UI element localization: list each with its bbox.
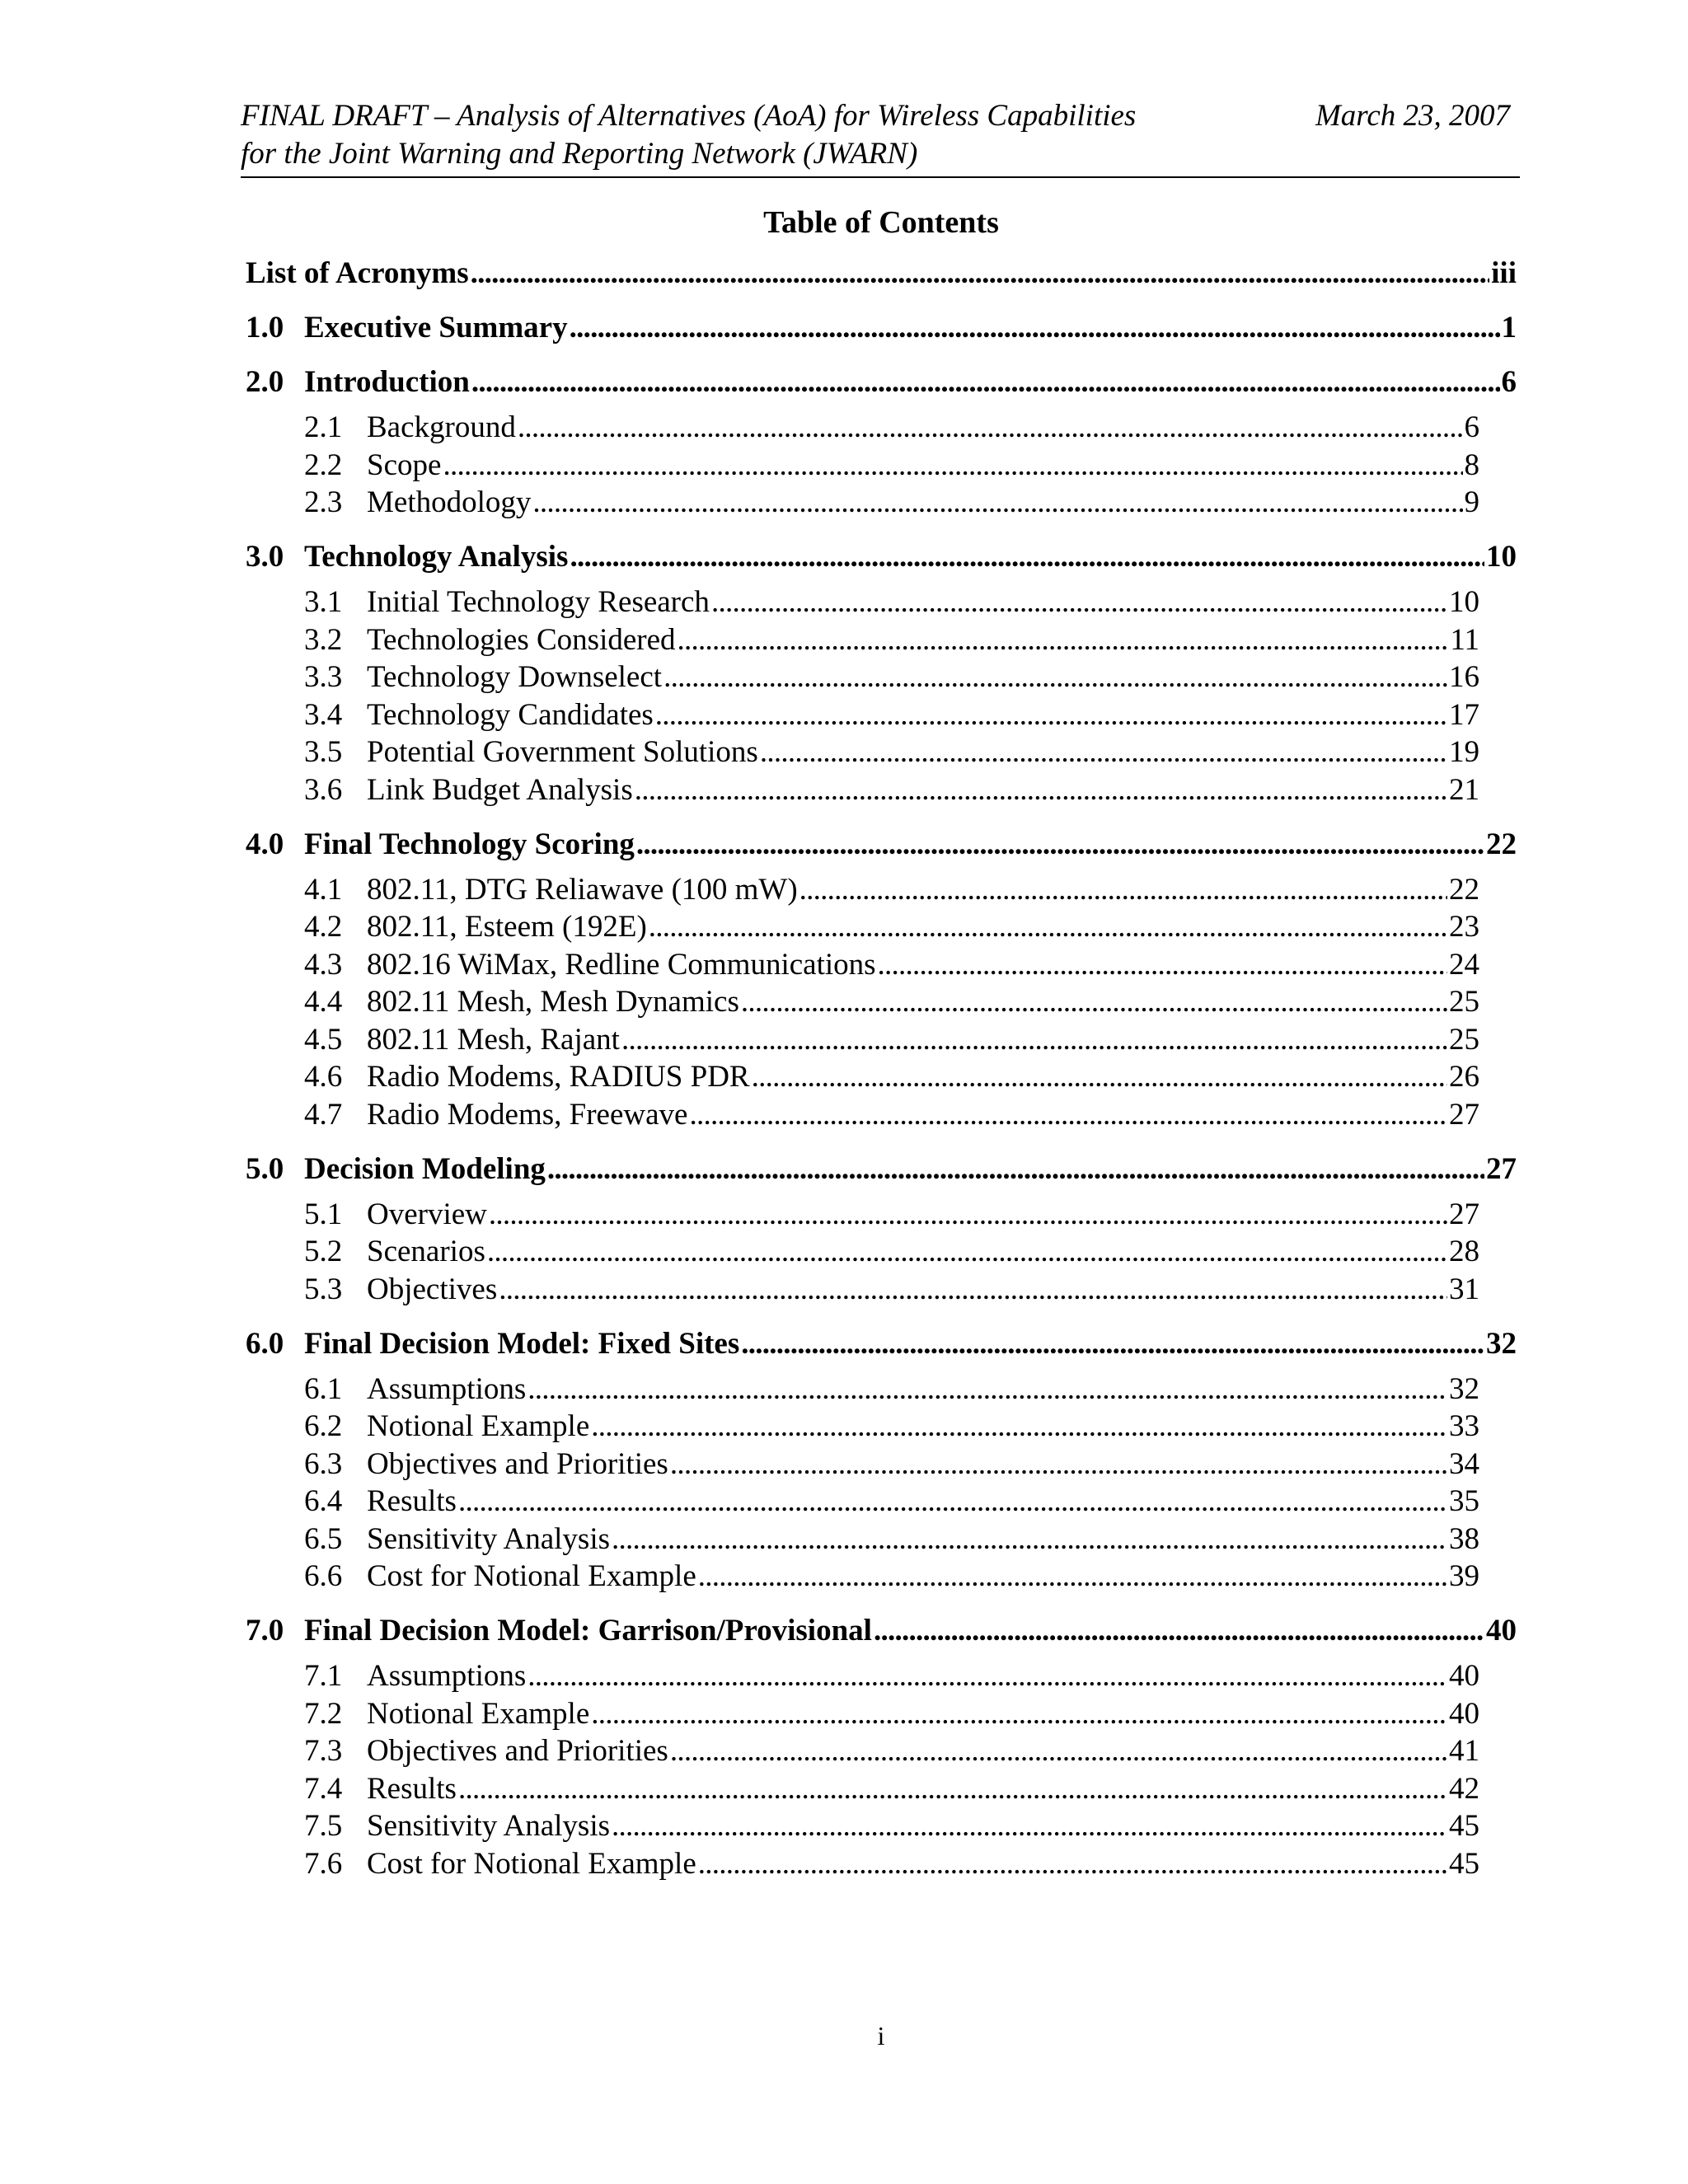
toc-subsection-entry[interactable] (304, 1446, 1479, 1484)
toc-subsection-entry[interactable] (304, 1808, 1479, 1846)
dot-leader (698, 1558, 1447, 1594)
toc-entry-number: 6.1 (304, 1371, 343, 1406)
toc-entry-page: 23 (1449, 910, 1479, 944)
dot-leader (649, 909, 1447, 944)
dot-leader (443, 448, 1462, 483)
toc-entry-number: 6.6 (304, 1559, 343, 1593)
toc-entry-page: 22 (1486, 827, 1517, 861)
toc-entry-page: 9 (1464, 485, 1479, 519)
toc-entry-number: 2.0 (246, 365, 284, 399)
toc-entry-number: 3.5 (304, 735, 343, 769)
toc-entry-number: 5.1 (304, 1197, 343, 1231)
toc-entry-title: Background (367, 410, 516, 444)
toc-subsection-entry[interactable] (304, 1234, 1479, 1272)
toc-subsection-entry[interactable] (304, 1733, 1479, 1771)
dot-leader (752, 1059, 1447, 1094)
toc-entry-page: 22 (1449, 872, 1479, 907)
toc-entry-title: Technology Analysis (304, 540, 569, 574)
toc-entry-number: 4.2 (304, 910, 343, 944)
dot-leader (591, 1696, 1447, 1732)
toc-entry-page: 17 (1449, 697, 1479, 732)
toc-entry-page: 21 (1449, 772, 1479, 807)
toc-entry-number: 5.3 (304, 1272, 343, 1306)
toc-entry-page: 41 (1449, 1734, 1479, 1768)
toc-entry-page: 28 (1449, 1235, 1479, 1268)
dot-leader (570, 539, 1484, 574)
toc-entry-title: 802.11 Mesh, Rajant (367, 1022, 620, 1057)
toc-subsection-entry[interactable] (304, 659, 1479, 697)
dot-leader (532, 485, 1462, 520)
toc-entry-title: Final Decision Model: Garrison/Provisional (304, 1614, 872, 1647)
toc-entry-number: 3.6 (304, 772, 343, 807)
header-line-2: for the Joint Warning and Reporting Network (JWARN) (241, 137, 918, 171)
toc-entry-title: Decision Modeling (304, 1151, 546, 1186)
toc-subsection-entry[interactable] (304, 1558, 1479, 1596)
toc-entry-page: 38 (1449, 1521, 1479, 1556)
toc-entry-page: 26 (1449, 1060, 1479, 1094)
toc-entry-page: 31 (1449, 1272, 1479, 1306)
toc-entry-number: 7.0 (246, 1614, 284, 1647)
toc-entry-page: 27 (1449, 1197, 1479, 1231)
toc-entry-page: 32 (1449, 1371, 1479, 1406)
dot-leader (487, 1234, 1447, 1269)
toc-entry-number: 3.4 (304, 697, 343, 732)
toc-subsection-entry[interactable] (304, 1483, 1479, 1521)
dot-leader (711, 584, 1447, 620)
toc-entry-page: 27 (1486, 1151, 1517, 1186)
toc-entry-page: 10 (1486, 540, 1517, 574)
toc-entry-page: 33 (1449, 1409, 1479, 1443)
toc-entry-number: 2.1 (304, 410, 343, 444)
toc-entry-number: 6.0 (246, 1326, 284, 1361)
dot-leader (518, 410, 1463, 445)
toc-entry-title: Final Decision Model: Fixed Sites (304, 1326, 740, 1361)
toc-subsection-entry[interactable] (304, 584, 1479, 622)
toc-entry-number: 6.5 (304, 1521, 343, 1556)
toc-subsection-entry[interactable] (304, 1097, 1479, 1135)
toc-section-entry[interactable] (246, 827, 1517, 865)
toc-entry-number: 6.3 (304, 1446, 343, 1481)
toc-entry-title: Notional Example (367, 1409, 590, 1443)
toc-subsection-entry[interactable] (304, 1408, 1479, 1446)
toc-entry-title: Radio Modems, Freewave (367, 1097, 688, 1132)
dot-leader (621, 1022, 1447, 1057)
toc-section-entry[interactable] (246, 364, 1517, 402)
toc-entry-title: Assumptions (367, 1371, 527, 1406)
toc-entry-title: Cost for Notional Example (367, 1559, 696, 1593)
toc-subsection-entry[interactable] (304, 448, 1479, 485)
toc-entry-number: 2.2 (304, 448, 343, 482)
toc-entry-number: 7.3 (304, 1734, 343, 1768)
toc-entry-page: 39 (1449, 1559, 1479, 1593)
toc-subsection-entry[interactable] (304, 1658, 1479, 1696)
toc-entry-number: 4.3 (304, 947, 343, 982)
toc-entry-page: 40 (1486, 1614, 1517, 1647)
toc-entry-page: 11 (1450, 622, 1479, 657)
toc-section-entry[interactable] (246, 1151, 1517, 1189)
toc-subsection-entry[interactable] (304, 410, 1479, 448)
dot-leader (458, 1771, 1447, 1807)
toc-subsection-entry[interactable] (304, 1197, 1479, 1235)
toc-entry-title: Objectives and Priorities (367, 1734, 668, 1768)
toc-entry-title: Scenarios (367, 1235, 485, 1268)
toc-subsection-entry[interactable] (304, 1846, 1479, 1884)
toc-entry-page: 35 (1449, 1484, 1479, 1518)
toc-subsection-entry[interactable] (304, 1272, 1479, 1310)
toc-entry-number: 7.5 (304, 1809, 343, 1843)
toc-section-entry[interactable] (246, 255, 1517, 293)
toc-subsection-entry[interactable] (304, 1521, 1479, 1559)
dot-leader (612, 1521, 1447, 1557)
toc-entry-page: 40 (1449, 1696, 1479, 1731)
toc-entry-number: 5.2 (304, 1235, 343, 1268)
dot-leader (591, 1408, 1447, 1444)
dot-leader (489, 1197, 1447, 1232)
toc-entry-title: Cost for Notional Example (367, 1846, 696, 1881)
toc-entry-title: Potential Government Solutions (367, 735, 758, 769)
toc-subsection-entry[interactable] (304, 872, 1479, 910)
toc-entry-page: 10 (1449, 585, 1479, 619)
toc-title: Table of Contents (763, 205, 999, 240)
toc-entry-title: Link Budget Analysis (367, 772, 633, 807)
toc-entry-number: 5.0 (246, 1151, 284, 1186)
toc-entry-title: Assumptions (367, 1659, 527, 1693)
toc-entry-title: List of Acronyms (246, 256, 469, 290)
toc-entry-title: Methodology (367, 485, 532, 519)
toc-entry-number: 3.3 (304, 660, 343, 694)
toc-subsection-entry[interactable] (304, 772, 1479, 810)
toc-entry-number: 4.5 (304, 1022, 343, 1057)
dot-leader (528, 1371, 1447, 1407)
toc-entry-page: 1 (1501, 311, 1517, 344)
toc-entry-number: 4.7 (304, 1097, 343, 1132)
toc-entry-title: Technology Downselect (367, 660, 663, 694)
toc-entry-page: 19 (1449, 735, 1479, 769)
toc-entry-title: Initial Technology Research (367, 585, 710, 619)
toc-entry-number: 4.1 (304, 872, 343, 907)
toc-entry-page: 8 (1464, 448, 1479, 482)
toc-entry-page: 45 (1449, 1846, 1479, 1881)
page-number: i (877, 2021, 885, 2050)
dot-leader (678, 622, 1449, 658)
toc-entry-title: 802.16 WiMax, Redline Communications (367, 947, 876, 982)
toc-entry-page: 45 (1449, 1809, 1479, 1843)
toc-entry-title: 802.11 Mesh, Mesh Dynamics (367, 985, 739, 1019)
toc-entry-page: 42 (1449, 1771, 1479, 1806)
toc-entry-number: 4.0 (246, 827, 284, 861)
toc-entry-page: 6 (1501, 365, 1517, 399)
toc-entry-number: 7.2 (304, 1696, 343, 1731)
toc-entry-title: Final Technology Scoring (304, 827, 635, 861)
toc-entry-title: Sensitivity Analysis (367, 1521, 611, 1556)
toc-entry-number: 7.6 (304, 1846, 343, 1881)
dot-leader (528, 1658, 1447, 1694)
toc-entry-title: 802.11, Esteem (192E) (367, 910, 647, 944)
toc-entry-title: Scope (367, 448, 442, 482)
dot-leader (635, 772, 1447, 808)
dot-leader (570, 310, 1500, 345)
toc-subsection-entry[interactable] (304, 984, 1479, 1022)
toc-entry-page: 27 (1449, 1097, 1479, 1132)
toc-section-entry[interactable] (246, 539, 1517, 577)
header-line-1 (241, 97, 1520, 135)
toc-entry-title: Executive Summary (304, 311, 568, 344)
dot-leader (670, 1446, 1447, 1482)
toc-entry-page: iii (1491, 256, 1517, 290)
dot-leader (663, 659, 1447, 695)
toc-entry-number: 6.4 (304, 1484, 343, 1518)
toc-entry-title: Results (367, 1771, 457, 1806)
toc-entry-page: 32 (1486, 1326, 1517, 1361)
toc-subsection-entry[interactable] (304, 1771, 1479, 1809)
toc-entry-number: 2.3 (304, 485, 343, 519)
toc-entry-title: Sensitivity Analysis (367, 1809, 611, 1843)
dot-leader (655, 697, 1447, 733)
toc-subsection-entry[interactable] (304, 1059, 1479, 1097)
dot-leader (799, 872, 1447, 907)
dot-leader (741, 984, 1447, 1019)
toc-entry-page: 34 (1449, 1446, 1479, 1481)
dot-leader (698, 1846, 1447, 1882)
toc-entry-page: 16 (1449, 660, 1479, 694)
toc-section-entry[interactable] (246, 1326, 1517, 1364)
dot-leader (760, 734, 1447, 770)
toc-subsection-entry[interactable] (304, 1022, 1479, 1060)
toc-entry-page: 24 (1449, 947, 1479, 982)
dot-leader (499, 1272, 1447, 1307)
header-date: March 23, 2007 (1315, 99, 1510, 133)
dot-leader (689, 1097, 1447, 1132)
dot-leader (878, 947, 1447, 982)
dot-leader (741, 1326, 1484, 1361)
dot-leader (612, 1808, 1447, 1844)
toc-entry-number: 6.2 (304, 1409, 343, 1443)
toc-subsection-entry[interactable] (304, 734, 1479, 772)
toc-section-entry[interactable] (246, 1613, 1517, 1651)
dot-leader (471, 255, 1490, 291)
toc-section-entry[interactable] (246, 310, 1517, 348)
running-header (241, 97, 1520, 178)
toc-entry-title: Notional Example (367, 1696, 590, 1731)
toc-entry-number: 7.1 (304, 1659, 343, 1693)
toc-subsection-entry[interactable] (304, 622, 1479, 660)
dot-leader (874, 1613, 1484, 1648)
toc-entry-number: 1.0 (246, 311, 284, 344)
toc-entry-title: Technologies Considered (367, 622, 676, 657)
dot-leader (458, 1483, 1447, 1519)
toc-entry-number: 3.2 (304, 622, 343, 657)
toc-subsection-entry[interactable] (304, 947, 1479, 985)
toc-entry-title: Objectives and Priorities (367, 1446, 668, 1481)
toc-entry-number: 3.1 (304, 585, 343, 619)
toc-entry-page: 25 (1449, 1022, 1479, 1057)
toc-entry-page: 6 (1464, 410, 1479, 444)
toc-entry-title: Introduction (304, 365, 470, 399)
toc-entry-title: 802.11, DTG Reliawave (100 mW) (367, 872, 798, 907)
toc-entry-title: Radio Modems, RADIUS PDR (367, 1060, 750, 1094)
toc-entry-number: 4.6 (304, 1060, 343, 1094)
toc-entry-title: Results (367, 1484, 457, 1518)
header-title: FINAL DRAFT – Analysis of Alternatives (AoA) for Wireless Capabilities (241, 99, 1137, 133)
toc-entry-page: 40 (1449, 1659, 1479, 1693)
toc-entry-page: 25 (1449, 985, 1479, 1019)
toc-subsection-entry[interactable] (304, 485, 1479, 523)
toc-subsection-entry[interactable] (304, 1371, 1479, 1409)
dot-leader (471, 364, 1500, 400)
dot-leader (547, 1151, 1484, 1187)
toc-entry-number: 4.4 (304, 985, 343, 1019)
toc-subsection-entry[interactable] (304, 909, 1479, 947)
dot-leader (670, 1733, 1447, 1769)
toc-entry-number: 7.4 (304, 1771, 343, 1806)
toc-entry-title: Technology Candidates (367, 697, 654, 732)
dot-leader (636, 827, 1484, 862)
toc-entry-title: Objectives (367, 1272, 498, 1306)
toc-subsection-entry[interactable] (304, 697, 1479, 735)
toc-subsection-entry[interactable] (304, 1696, 1479, 1734)
toc-entry-number: 3.0 (246, 540, 284, 574)
toc-entry-title: Overview (367, 1197, 487, 1231)
